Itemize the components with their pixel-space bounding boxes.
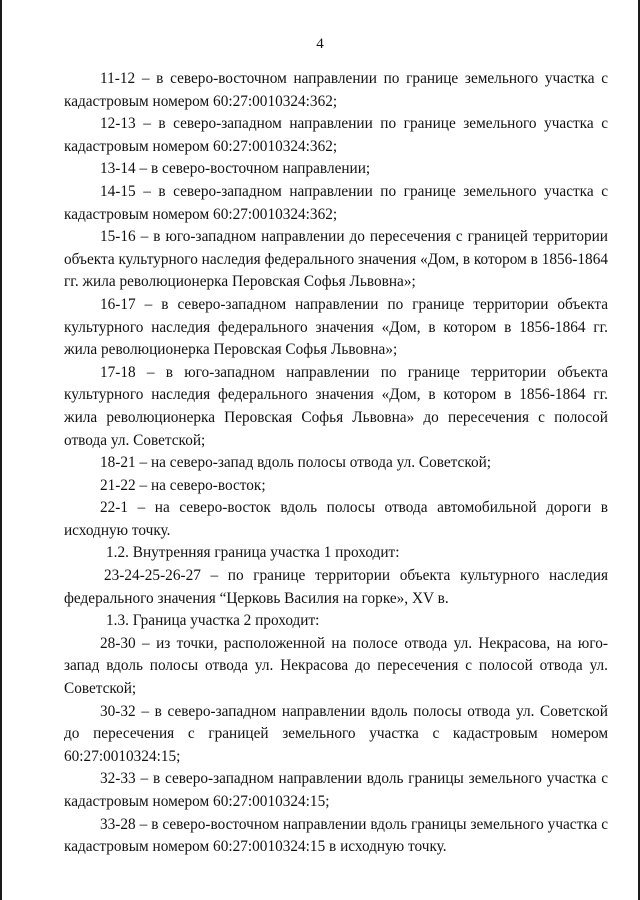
paragraph-segment-17-18: 17-18 – в юго-западном направлении по границе территории объекта культурного наследия федерального значения «Дом, в котором в 1856-1864 гг. жила революционерка Перовская Софья Львовна» до пересечения с полосой отвода ул. Советской;: [64, 363, 608, 449]
paragraph-segment-33-28: 33-28 – в северо-восточном направлении вдоль границы земельного участка с кадастровым номером 60:27:0010324:15 в исходную точку.: [64, 815, 608, 856]
paragraph-segment-15-16: 15-16 – в юго-западном направлении до пересечения с границей территории объекта культурного наследия федерального значения «Дом, в котором в 1856-1864 гг. жила революционерка Перовская Софья Львовна»;: [64, 228, 608, 291]
paragraph-segment-32-33: 32-33 – в северо-западном направлении вдоль границы земельного участка с кадастровым номером 60:27:0010324:15;: [64, 770, 608, 810]
paragraph-segment-30-32: 30-32 – в северо-западном направлении вдоль полосы отвода ул. Советской до пересечения с границей земельного участка с кадастровым номером 60:27:0010324:15;: [64, 702, 608, 765]
paragraph-segment-14-15: 14-15 – в северо-западном направлении по границе земельного участка с кадастровым номером 60:27:0010324:362;: [64, 182, 608, 223]
paragraph-segment-22-1: 22-1 – на северо-восток вдоль полосы отвода автомобильной дороги в исходную точку.: [64, 499, 608, 539]
paragraph-segment-23-27: 23-24-25-26-27 – по границе территории объекта культурного наследия федерального значения “Церковь Василия на горке», XV в.: [64, 567, 608, 607]
paragraph-segment-12-13: 12-13 – в северо-западном направлении по границе земельного участка с кадастровым номером 60:27:0010324:362;: [64, 115, 608, 155]
section-heading-1-3: 1.3. Граница участка 2 проходит:: [106, 612, 320, 630]
paragraph-segment-11-12: 11-12 – в северо-восточном направлении по границе земельного участка с кадастровым номером 60:27:0010324:362;: [64, 70, 608, 110]
paragraph-segment-21-22: 21-22 – на северо-восток;: [100, 476, 266, 494]
paragraph-segment-28-30: 28-30 – из точки, расположенной на полосе отвода ул. Некрасова, на юго-запад вдоль полосы отвода ул. Некрасова до пересечения с полосой отвода ул. Советской;: [64, 634, 608, 698]
scan-edge-left: [0, 0, 2, 900]
paragraph-segment-16-17: 16-17 – в северо-западном направлении по границе территории объекта культурного наследия федерального значения «Дом, в котором в 1856-1864 гг. жила революционерка Перовская Софья Львовна»;: [64, 295, 608, 359]
page-number: 4: [316, 36, 324, 52]
section-heading-1-2: 1.2. Внутренняя граница участка 1 проходит:: [106, 544, 400, 562]
paragraph-segment-18-21: 18-21 – на северо-запад вдоль полосы отвода ул. Советской;: [100, 454, 492, 472]
document-body: [64, 68, 608, 859]
paragraph-segment-13-14: 13-14 – в северо-восточном направлении;: [100, 160, 371, 178]
